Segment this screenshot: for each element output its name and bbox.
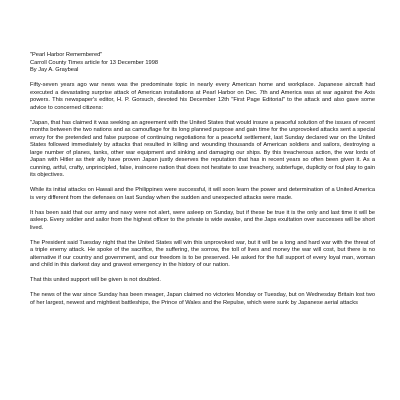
paragraph-6: That this united support will be given is not doubted.	[30, 277, 161, 283]
article-body	[30, 52, 375, 307]
article-byline: By Jay A. Graybeal	[30, 67, 79, 73]
article-title: "Pearl Harbor Remembered"	[30, 52, 103, 58]
paragraph-1: Fifty-seven years ago war news was the predominate topic in nearly every American home and workplace. Japanese aircraft had executed a devastating surprise attack of American installations at Pearl Harbor on Dec. 7th and America was at war against the Axis powers. This newspaper's editor, H. P. Gorsuch, devoted his December 12th "First Page Editorial" to the attack and also gave some advice to concerned citizens:	[30, 82, 375, 111]
paragraph-3: While its initial attacks on Hawaii and the Philippines were successful, it will soon learn the power and determination of a United America is very different from the defenses on last Sunday when the sudden and unexpected attacks were made.	[30, 187, 375, 201]
paragraph-7: The news of the war since Sunday has been meager, Japan claimed no victories Monday or Tuesday, but on Wednesday Britain lost two of her largest, newest and mightiest battleships, the Prince of Wales and the Repulse, which were sunk by Japanese aerial attacks	[30, 292, 375, 306]
paragraph-4: It has been said that our army and navy were not alert, were asleep on Sunday, but if these be true it is the only and last time it will be asleep. Every soldier and sailor from the highest officer to the private is wide awake, and the Japs exultation over successes will be short lived.	[30, 209, 375, 231]
article-source: Carroll County Times article for 13 December 1998	[30, 59, 159, 66]
paragraph-2: "Japan, that has claimed it was seeking an agreement with the United States that would insure a peaceful solution of the issues of recent months between the two nations and as camouflage for its long planned purpose and gain time for the unprovoked attacks sent a special envoy for the pretended and false purpose of continuing negotiations for a peaceful settlement, last Sunday declared war on the United States followed immediately by attacks that resulted in killing and wounding thousands of American soldiers and sailors, destroying a large number of planes, tanks, other war equipment and sinking and damaging our ships. By this treacherous action, the war lords of Japan with Hitler as their ally have proven Japan justly deserves the reputation that has in recent years so often been given it. As a cunning, artful, crafty, unprincipled, false, insincere nation that does not hesitate to use treachery, subterfuge, duplicity or foul play to gain its objectives.	[30, 119, 375, 178]
paragraph-5: The President said Tuesday night that the United States will win this unprovoked war, but it will be a long and hard war with the threat of a triple enemy attack. He spoke of the sacrifice, the suffering, the sorrow, the toll of lives and money the war will cost, but there is no alternative if our country and government, and our freedom is to be preserved. He asked for the full support of every loyal man, woman and child in this darkest day and gravest emergency in the history of our nation.	[30, 239, 375, 268]
